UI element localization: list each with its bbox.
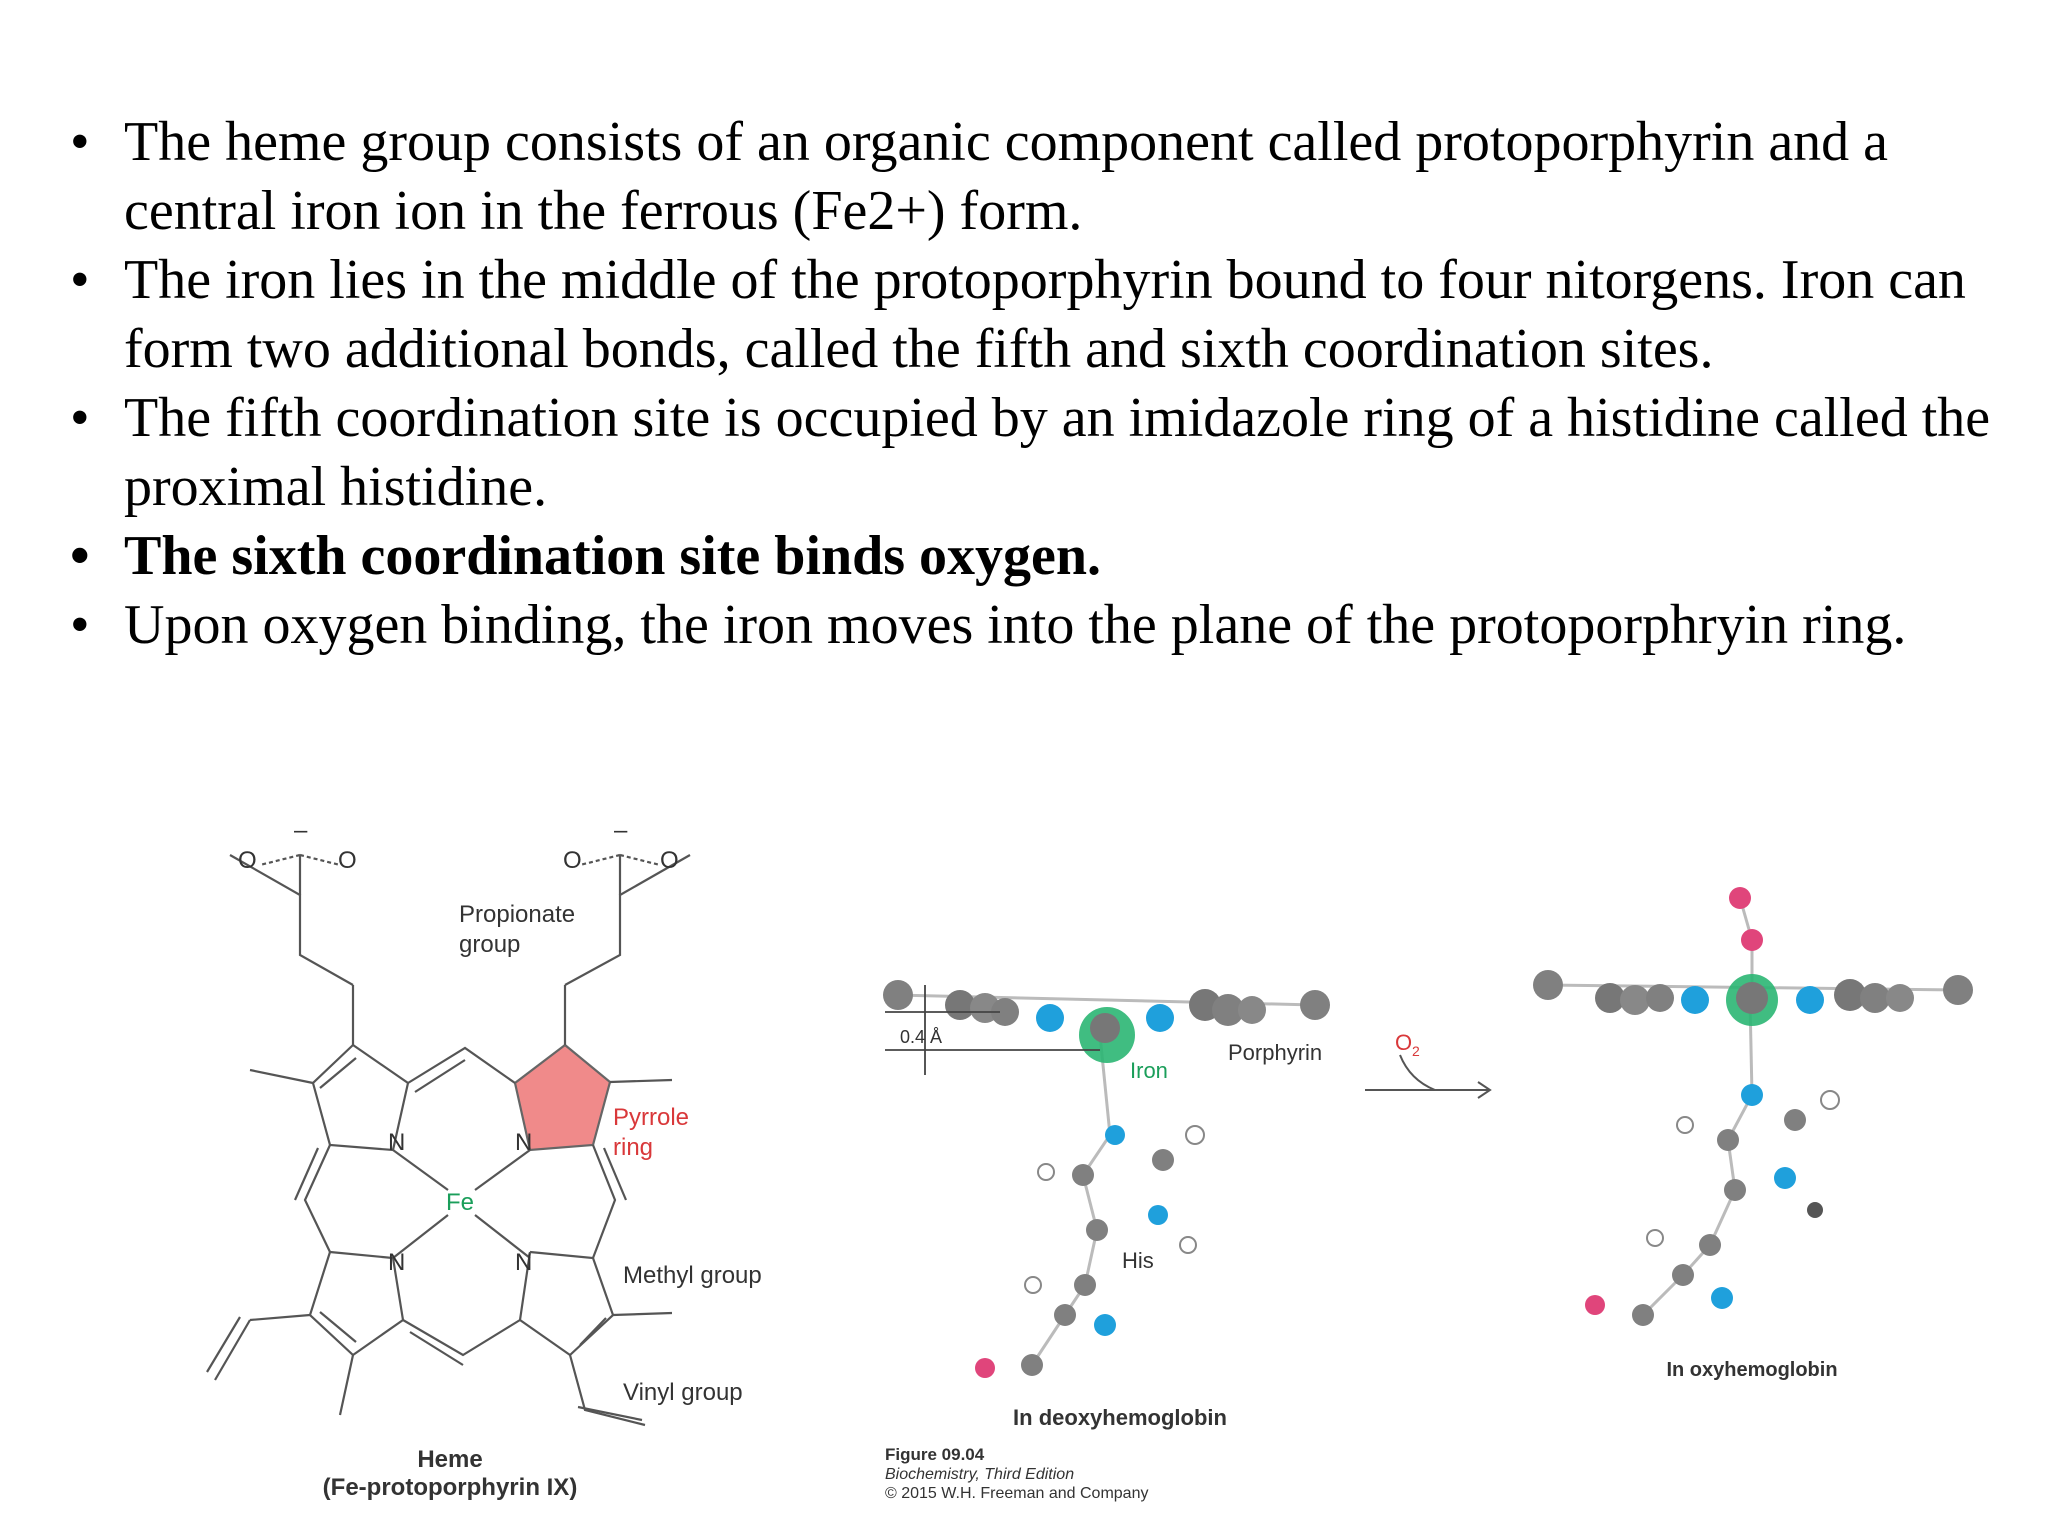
reaction-arrow — [1365, 1055, 1490, 1098]
o2-text: O — [1395, 1030, 1413, 1055]
bullet-item: • Upon oxygen binding, the iron moves into the plane of the protoporphryin ring. — [70, 591, 2010, 660]
figure-credit — [885, 1445, 1148, 1502]
deoxy-labels — [900, 1027, 1322, 1430]
o2-subscript: 2 — [1412, 1043, 1420, 1059]
vinyl-label: Vinyl group — [623, 1379, 743, 1406]
figure-number: Figure 09.04 — [885, 1445, 985, 1464]
bullet-item: • The iron lies in the middle of the protoporphyrin bound to four nitorgens. Iron can form two additional bonds, called the fifth and sixth coordination sites. — [70, 246, 2010, 384]
figure-copyright: © 2015 W.H. Freeman and Company — [885, 1485, 1149, 1502]
oxygen-label: O — [238, 847, 257, 874]
methyl-label: Methyl group — [623, 1262, 762, 1289]
oxy-caption: In oxyhemoglobin — [1666, 1359, 1838, 1381]
pyrrole-label: ring — [613, 1134, 654, 1161]
heme-title: Heme — [417, 1446, 483, 1473]
o2-label — [1395, 1030, 1420, 1059]
nitrogen-label: N — [388, 1129, 406, 1156]
charge-label: – — [294, 817, 308, 844]
deoxy-caption: In deoxyhemoglobin — [1013, 1405, 1227, 1430]
bullet-item: • The heme group consists of an organic component called protoporphyrin and a central iron ion in the ferrous (Fe2+) form. — [70, 108, 2010, 246]
nitrogen-label: N — [515, 1129, 533, 1156]
pyrrole-label: Pyrrole — [613, 1104, 690, 1131]
heme-labels — [238, 817, 762, 1501]
propionate-label: group — [459, 931, 521, 958]
oxygen-label: O — [563, 847, 582, 874]
his-label: His — [1122, 1248, 1154, 1273]
charge-label: – — [614, 817, 628, 844]
heme-subtitle: (Fe-protoporphyrin IX) — [322, 1474, 578, 1501]
nitrogen-label: N — [515, 1249, 533, 1276]
distance-label: 0.4 Å — [900, 1027, 943, 1047]
bullet-item-bold: • The sixth coordination site binds oxygen. — [70, 522, 2010, 591]
iron-label: Iron — [1130, 1058, 1168, 1083]
propionate-label: Propionate — [459, 901, 576, 928]
porphyrin-label: Porphyrin — [1228, 1040, 1323, 1065]
oxygen-label: O — [660, 847, 679, 874]
figure-book: Biochemistry, Third Edition — [885, 1466, 1075, 1483]
fe-label: Fe — [446, 1189, 475, 1216]
bullet-item: • The fifth coordination site is occupied by an imidazole ring of a histidine called the proximal histidine. — [70, 384, 2010, 522]
oxy-molecule — [1545, 898, 1960, 1315]
oxygen-label: O — [338, 847, 357, 874]
nitrogen-label: N — [388, 1249, 406, 1276]
oxy-labels — [1666, 1359, 1837, 1381]
